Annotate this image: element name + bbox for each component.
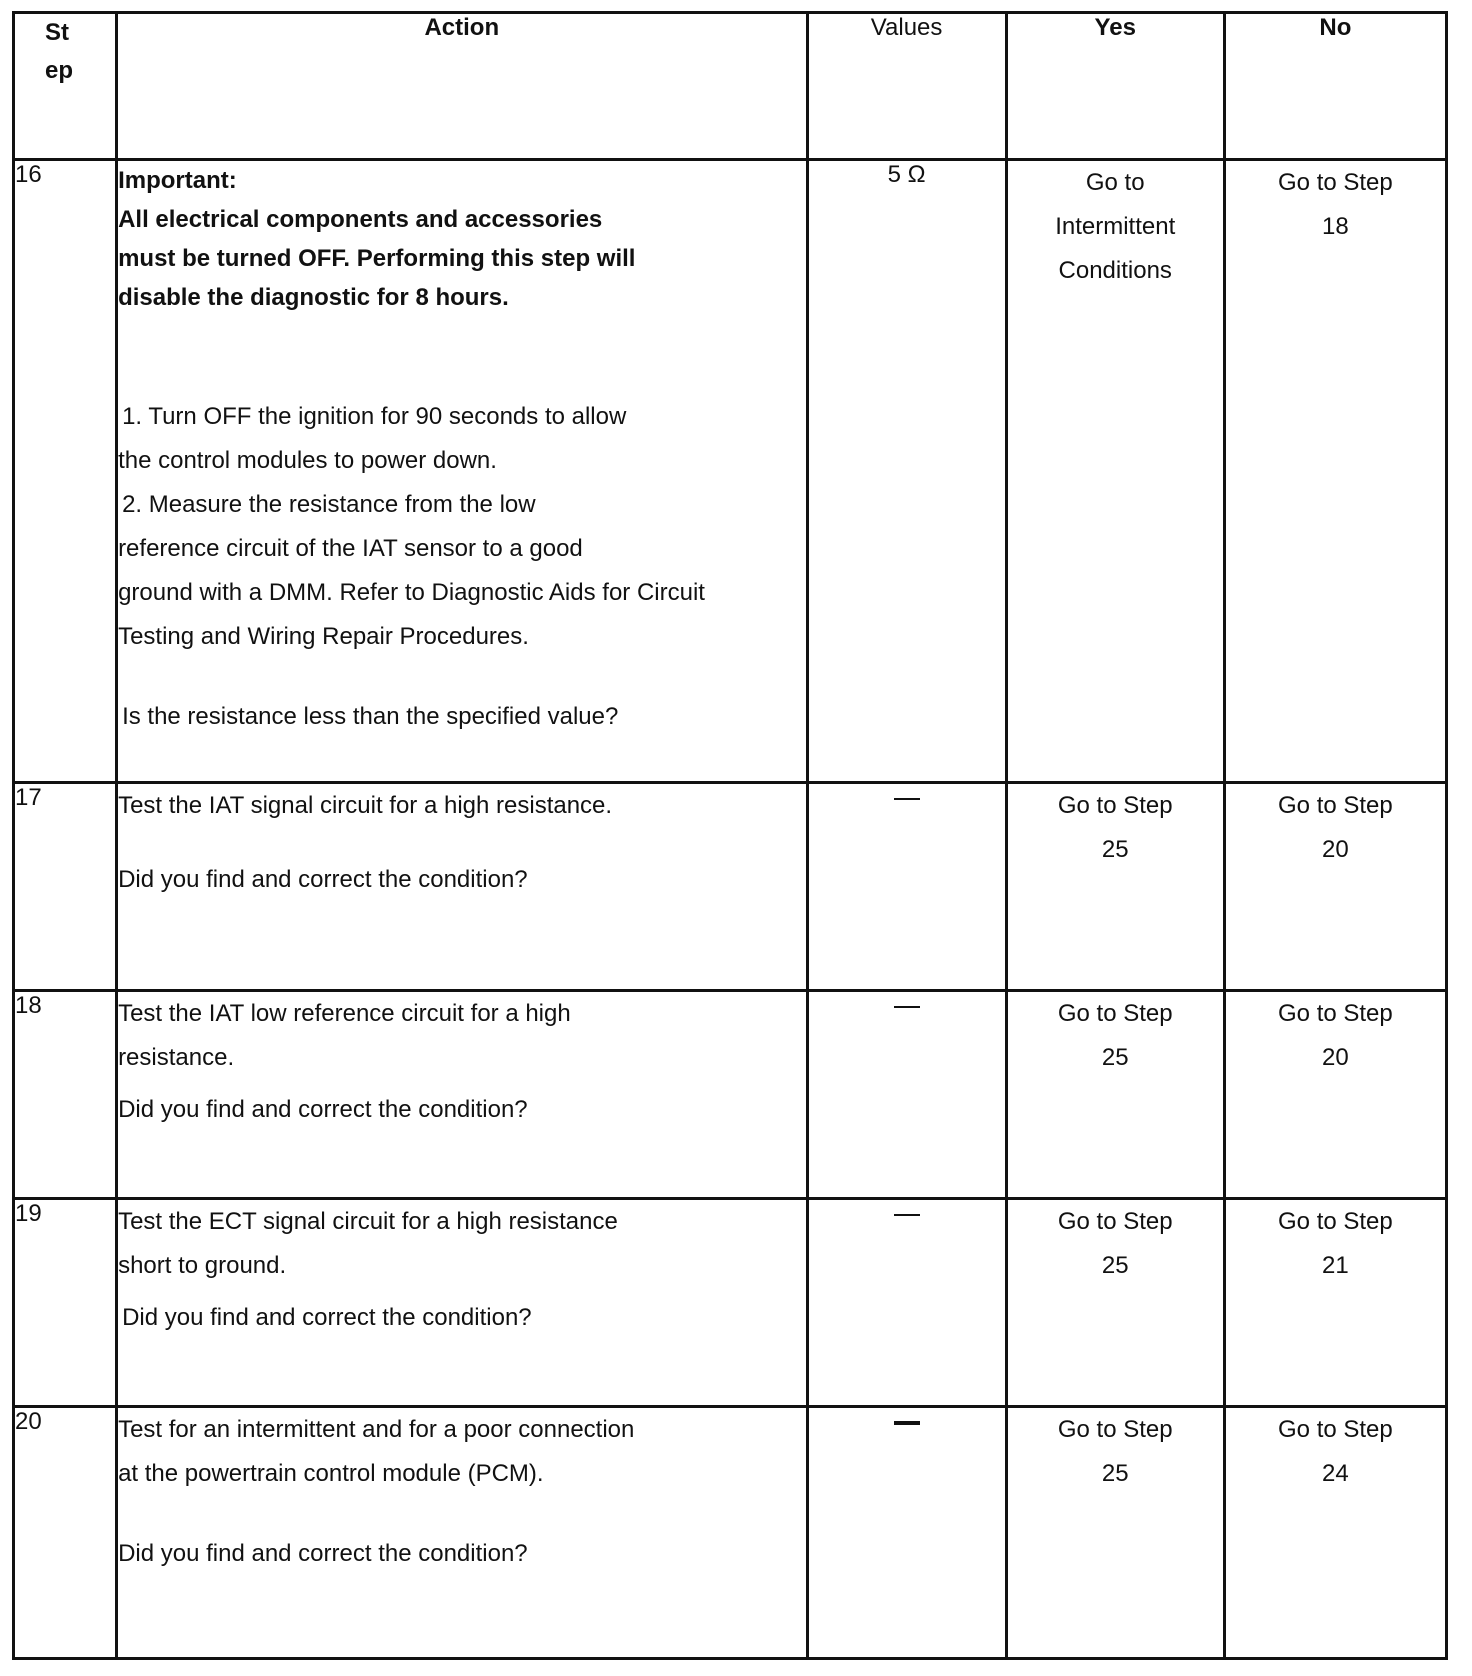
no-cell — [1224, 783, 1446, 991]
dash-mark — [894, 1006, 920, 1008]
no-cell — [1224, 1199, 1446, 1407]
action-line: Test the IAT low reference circuit for a high — [118, 1000, 571, 1027]
step-number: 19 — [14, 1199, 117, 1407]
no-line: 24 — [1322, 1460, 1349, 1487]
no-line: 21 — [1322, 1252, 1349, 1279]
no-line: Go to Step — [1278, 1416, 1393, 1443]
no-cell — [1224, 1407, 1446, 1659]
action-line: ground with a DMM. Refer to Diagnostic Aids for Circuit — [118, 579, 705, 606]
yes-cell — [1006, 1407, 1224, 1659]
action-cell — [117, 1199, 807, 1407]
table-row — [14, 1199, 1447, 1407]
action-line: short to ground. — [118, 1252, 287, 1279]
dash-mark — [894, 1421, 920, 1425]
table-row — [14, 783, 1447, 991]
yes-cell — [1006, 1199, 1224, 1407]
dash-mark — [894, 1214, 920, 1216]
value-cell: 5 Ω — [807, 160, 1006, 783]
header-row — [14, 13, 1447, 160]
step-number: 16 — [14, 160, 117, 783]
action-line: Test the ECT signal circuit for a high resistance — [118, 1208, 618, 1235]
action-line: Test for an intermittent and for a poor connection — [118, 1416, 635, 1443]
yes-line: Intermittent — [1055, 213, 1176, 240]
yes-line: Conditions — [1058, 257, 1172, 284]
yes-cell — [1006, 783, 1224, 991]
yes-line: Go to Step — [1057, 1208, 1173, 1235]
header-step — [14, 13, 117, 160]
value-cell — [807, 1407, 1006, 1659]
important-label: Important: — [118, 167, 237, 194]
header-step-line1: St — [45, 19, 69, 46]
action-line: reference circuit of the IAT sensor to a good — [118, 535, 583, 562]
no-line: Go to Step — [1278, 1000, 1393, 1027]
no-cell — [1224, 160, 1446, 783]
important-line: disable the diagnostic for 8 hours. — [118, 284, 509, 311]
action-line: Test the IAT signal circuit for a high resistance. — [118, 792, 613, 819]
yes-line: 25 — [1101, 1460, 1129, 1487]
action-cell — [117, 991, 807, 1199]
yes-line: 25 — [1101, 1252, 1129, 1279]
step-number: 18 — [14, 991, 117, 1199]
header-step-line2: ep — [45, 57, 74, 84]
yes-line: 25 — [1101, 836, 1129, 863]
value-cell — [807, 783, 1006, 991]
yes-cell — [1006, 160, 1224, 783]
action-line: Testing and Wiring Repair Procedures. — [118, 623, 529, 650]
important-note — [118, 161, 805, 317]
action-line: 2. Measure the resistance from the low — [122, 491, 536, 518]
header-no: No — [1224, 13, 1446, 160]
no-line: Go to Step — [1278, 169, 1393, 196]
step-number: 20 — [14, 1407, 117, 1659]
no-line: Go to Step — [1278, 792, 1393, 819]
action-line: at the powertrain control module (PCM). — [118, 1460, 544, 1487]
action-question: Did you find and correct the condition? — [118, 866, 528, 893]
action-question: Is the resistance less than the specified value? — [122, 703, 619, 730]
yes-line: Go to Step — [1057, 1000, 1173, 1027]
yes-line: Go to — [1085, 169, 1145, 196]
diagnostic-table — [12, 11, 1448, 1660]
dash-mark — [894, 798, 920, 800]
no-line: Go to Step — [1278, 1208, 1393, 1235]
table-row — [14, 160, 1447, 783]
no-line: 20 — [1322, 1044, 1349, 1071]
yes-cell — [1006, 991, 1224, 1199]
value-cell — [807, 991, 1006, 1199]
action-question: Did you find and correct the condition? — [118, 1096, 528, 1123]
header-values: Values — [807, 13, 1006, 160]
no-cell — [1224, 991, 1446, 1199]
action-cell — [117, 160, 807, 783]
action-question: Did you find and correct the condition? — [122, 1304, 532, 1331]
action-cell — [117, 783, 807, 991]
yes-line: 25 — [1101, 1044, 1129, 1071]
action-line: resistance. — [118, 1044, 235, 1071]
action-line: the control modules to power down. — [118, 447, 497, 474]
no-line: 18 — [1322, 213, 1349, 240]
value-cell — [807, 1199, 1006, 1407]
action-cell — [117, 1407, 807, 1659]
table-row — [14, 1407, 1447, 1659]
action-question: Did you find and correct the condition? — [118, 1540, 528, 1567]
header-action: Action — [117, 13, 807, 160]
step-number: 17 — [14, 783, 117, 991]
no-line: 20 — [1322, 836, 1349, 863]
yes-line: Go to Step — [1057, 792, 1173, 819]
action-line: 1. Turn OFF the ignition for 90 seconds to allow — [122, 403, 627, 430]
yes-line: Go to Step — [1057, 1416, 1173, 1443]
important-line: All electrical components and accessories — [118, 206, 603, 233]
table-row — [14, 991, 1447, 1199]
important-line: must be turned OFF. Performing this step will — [118, 245, 636, 272]
header-yes: Yes — [1006, 13, 1224, 160]
